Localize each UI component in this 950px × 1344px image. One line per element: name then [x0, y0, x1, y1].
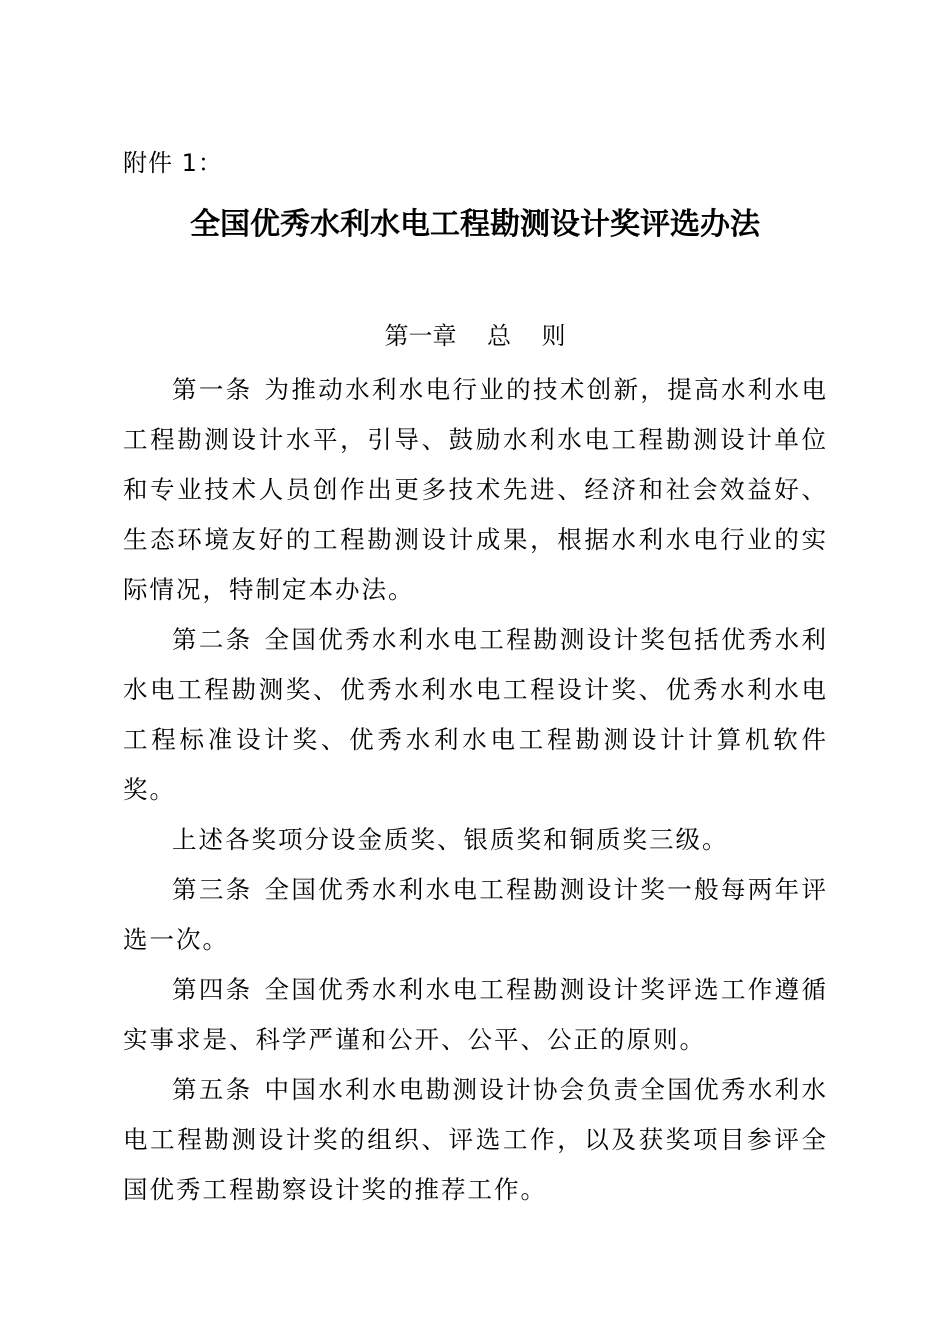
article-label: 第五条 [172, 1075, 253, 1104]
paragraph-article-5 [123, 1065, 828, 1215]
attachment-label: 附件 1： [123, 149, 223, 177]
paragraph-text: 全国优秀水利水电工程勘测设计奖一般每两年评选一次。 [123, 875, 829, 954]
paragraph-article-2 [123, 615, 828, 815]
paragraph-text: 全国优秀水利水电工程勘测设计奖包括优秀水利水电工程勘测奖、优秀水利水电工程设计奖、优秀水利水电工程标准设计奖、优秀水利水电工程勘测设计计算机软件奖。 [123, 625, 829, 804]
paragraph-article-3 [123, 865, 828, 965]
paragraph-text: 全国优秀水利水电工程勘测设计奖评选工作遵循实事求是、科学严谨和公开、公平、公正的原则。 [123, 975, 829, 1054]
chapter-heading: 第一章 总 则 [384, 322, 566, 350]
article-label: 第四条 [172, 975, 253, 1004]
paragraph-text: 中国水利水电勘测设计协会负责全国优秀水利水电工程勘测设计奖的组织、评选工作，以及获奖项目参评全国优秀工程勘察设计奖的推荐工作。 [123, 1075, 829, 1204]
document-title: 全国优秀水利水电工程勘测设计奖评选办法 [190, 207, 760, 242]
article-label: 第一条 [172, 375, 253, 404]
paragraph-text: 为推动水利水电行业的技术创新，提高水利水电工程勘测设计水平，引导、鼓励水利水电工程勘测设计单位和专业技术人员创作出更多技术先进、经济和社会效益好、生态环境友好的工程勘测设计成果，根据水利水电行业的实际情况，特制定本办法。 [123, 375, 829, 604]
article-label: 第三条 [172, 875, 253, 904]
article-label: 第二条 [172, 625, 253, 654]
document-body [123, 365, 828, 1215]
paragraph-text: 上述各奖项分设金质奖、银质奖和铜质奖三级。 [172, 825, 729, 854]
paragraph-article-4 [123, 965, 828, 1065]
paragraph-award-levels [123, 815, 828, 865]
paragraph-article-1 [123, 365, 828, 615]
